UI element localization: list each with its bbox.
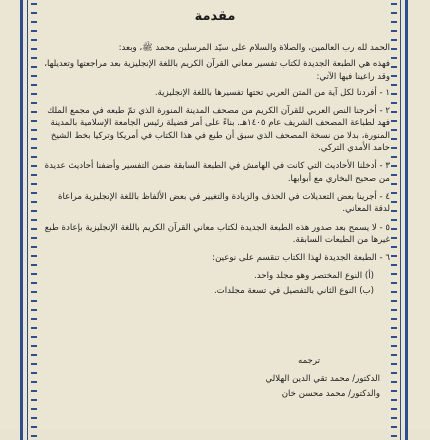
- chain-ornament-left: [31, 0, 37, 440]
- list-item-4: ٤ - أجرينا بعض التعديلات في الحذف والزيادة والتغيير في بعض الألفاظ باللغة الإنجليزية مراعاة لدقة المعاني.: [57, 191, 390, 215]
- list-item-1: ١ - أفردنا لكل آية من المتن العربي تحتها تفسيرها باللغة الإنجليزية.: [154, 87, 390, 98]
- list-item-3: ٣ - أدخلنا الأحاديث التي كانت في الهامش في الطبعة السابقة ضمن التفسير وأضفنا أحاديث عديدة من صحيح البخاري مع أبوابها.: [44, 161, 390, 184]
- spacer: [40, 299, 390, 355]
- list-item-2: ٢ - أخرجنا النص العربي للقرآن الكريم من مصحف المدينة المنورة الذي تمّ طبعه في مجمع الملك فهد لطباعة المصحف الشريف عام ١٤٠٥هـ. بناءً على أمر فضيلة رئيس الجامعة الإسلامية بالمدينة المنورة، بدلا من نسخة المصحف الذي سبق أن طبع في هذا الكتاب في أمريكا وتركيا بخط الشيخ حامد الأمدي التركي.: [47, 106, 390, 154]
- sub-item-a: (أ) النوع المختصر وهو مجلد واحد.: [254, 271, 374, 282]
- signature-line-2: والدكتور/ محمد محسن خان: [281, 388, 380, 399]
- list-item-6: ٦ - الطبعة الجديدة لهذا الكتاب تنقسم على نوعين:: [212, 253, 390, 264]
- chain-ornament-right: [391, 0, 397, 440]
- page-content: [40, 8, 390, 400]
- signature-heading: ترجمه: [297, 356, 320, 367]
- list-item-5: ٥ - لا يسمح بعد صدور هذه الطبعة الجديدة لكتاب معاني القرآن الكريم باللغة الإنجليزية بإعادة طبع غيرها من الطبعات السابقة.: [44, 222, 390, 245]
- signature-line-1: الدكتور/ محمد تقي الدين الهلالي: [265, 374, 380, 385]
- intro-paragraph: فهذه هي الطبعة الجديدة لكتاب تفسير معاني القرآن الكريم باللغة الإنجليزية بعد مراجعتها وتعديلها، وقد راعينا فيها الآتي:: [44, 59, 390, 82]
- page-title: مقدمة: [194, 9, 236, 24]
- intro-greeting: الحمد لله رب العالمين، والصلاة والسلام على سيّد المرسلين محمد ﷺ، وبعد:: [118, 43, 390, 53]
- sub-item-b: (ب) النوع الثاني بالتفصيل في تسعة مجلدات.: [213, 285, 374, 296]
